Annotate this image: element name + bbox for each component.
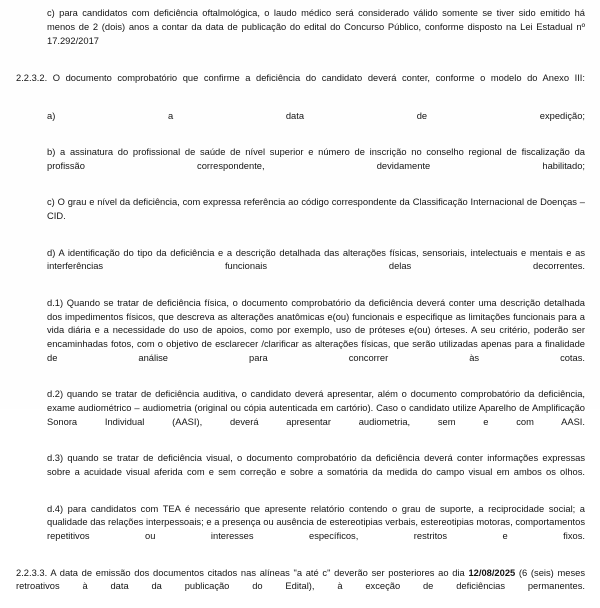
paragraph-item-d3-deficiencia-visual: d.3) quando se tratar de deficiência visual, o documento comprobatório da deficiência deverá conter informações expressas sobre a acuidade visual aferida com e sem correção e sobre a somatória da medida do campo visual em ambos os olhos.	[47, 453, 585, 477]
paragraph-item-d4-tea: d.4) para candidatos com TEA é necessário que apresente relatório contendo o grau de suporte, a reciprocidade social; a qualidade das relações interpessoais; e a presença ou ausência de estereotipias verbais, estereotipias motoras, comportamentos repetitivos ou interesses específicos, restritos e fixos.	[47, 503, 585, 541]
paragraph-item-b-assinatura: b) a assinatura do profissional de saúde de nível superior e número de inscrição no conselho regional de fiscalização da profissão correspondente, devidamente habilitado;	[47, 147, 585, 171]
paragraph-item-c-grau-nivel: c) O grau e nível da deficiência, com expressa referência ao código correspondente da Classificação Internacional de Doenças – CID.	[47, 197, 585, 221]
paragraph-item-d1-deficiencia-fisica: d.1) Quando se tratar de deficiência física, o documento comprobatório da deficiência deverá conter uma descrição detalhada dos impedimentos físicos, que descreva as alterações anatômicas e(ou) funcionais e especifique as limitações funcionais para a vida diária e a necessidade do uso de apoios, como por exemplo, uso de próteses e(ou) órteses. A seu critério, poderão ser encaminhadas fotos, com o objetivo de esclarecer /clarificar as alterações físicas, que serão utilizadas apenas para a finalidade de análise para concorrer às cotas.	[47, 297, 585, 363]
paragraph-item-d2-deficiencia-auditiva: d.2) quando se tratar de deficiência auditiva, o candidato deverá apresentar, além o documento comprobatório da deficiência, exame audiométrico – audiometria (original ou cópia autenticada em cartório). Caso o candidato utilize Aparelho de Amplificação Sonora Individual (AASI), deverá apresentar audiometria, sem e com AASI.	[47, 389, 585, 427]
paragraph-item-a-data-expedicao: a) a data de expedição;	[47, 110, 585, 121]
clause-text-before-date: 2.2.3.3. A data de emissão dos documentos citados nas alíneas "a até c" deverão ser posteriores ao dia	[16, 567, 469, 578]
paragraph-clause-2-2-3-3	[16, 567, 585, 608]
emission-date-bold: 12/08/2025	[468, 567, 516, 578]
paragraph-item-d-identificacao: d) A identificação do tipo da deficiência e a descrição detalhada das alterações físicas, sensoriais, intelectuais e mentais e as interferências funcionais delas decorrentes.	[47, 247, 585, 272]
paragraph-item-c-oftalmologica: c) para candidatos com deficiência oftalmológica, o laudo médico será considerado válido somente se tiver sido emitido há menos de 2 (dois) anos a contar da data de publicação do edital do Concurso Público, conforme disposto na Lei Estadual nº 17.292/2017	[47, 8, 585, 46]
paragraph-clause-2-2-3-2: 2.2.3.2. O documento comprobatório que confirme a deficiência do candidato deverá conter, conforme o modelo do Anexo III:	[16, 73, 585, 83]
clause-text-after-date: (6 (seis) meses retroativos à data da publicação do Edital), à exceção de deficiências permanentes.	[16, 567, 585, 592]
